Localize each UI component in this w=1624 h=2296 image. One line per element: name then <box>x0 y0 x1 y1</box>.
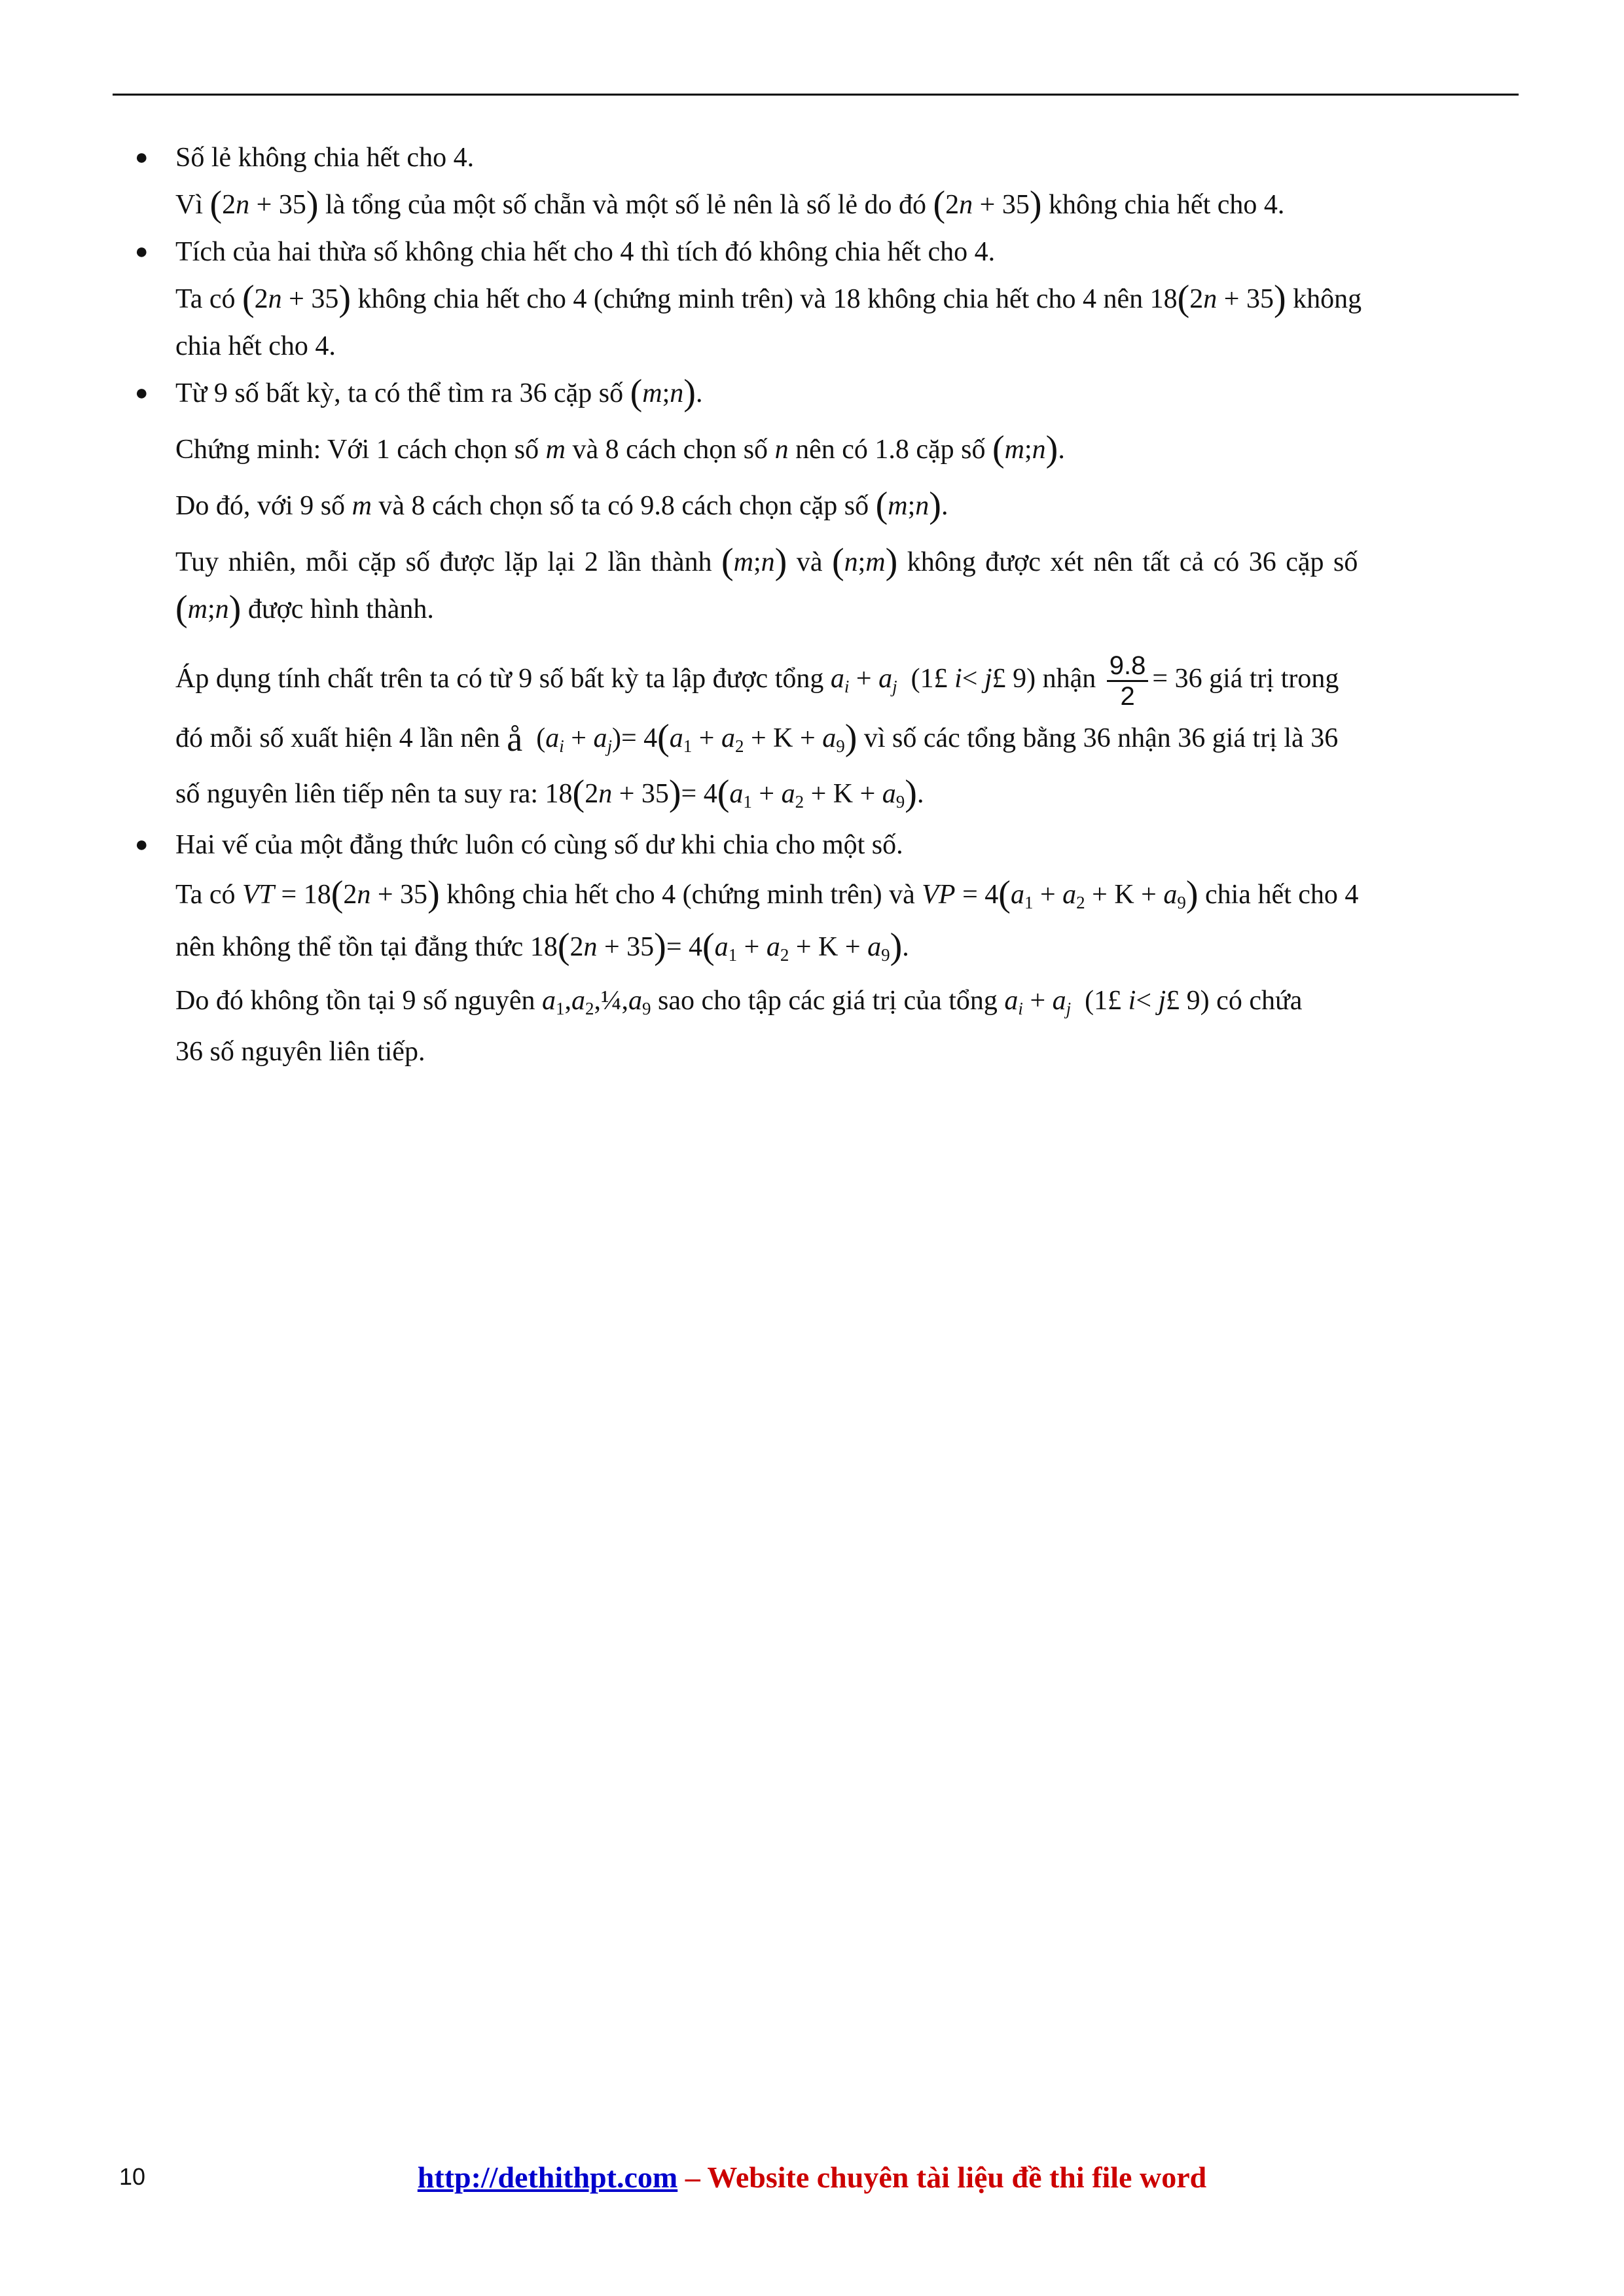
math-sub: j <box>1066 998 1072 1018</box>
math-pair-mn <box>175 588 242 629</box>
paren: ) <box>654 925 666 967</box>
math-text: + <box>793 723 823 753</box>
text: . <box>916 778 924 809</box>
math-var: j <box>1158 985 1166 1016</box>
math-var: n <box>1203 284 1218 314</box>
math-text: 18 <box>303 879 331 910</box>
math-var: a <box>721 723 735 753</box>
paren: ( <box>717 772 730 814</box>
math-text: ; <box>662 378 670 408</box>
math-sub: 9 <box>881 944 890 965</box>
math-var: a <box>1052 985 1066 1016</box>
math-pair-mn <box>630 372 696 413</box>
bullet-3-line-7 <box>175 766 1512 821</box>
document-body <box>131 134 1512 1075</box>
math-var: n <box>915 491 929 521</box>
text: . <box>1058 435 1065 465</box>
math-var: a <box>541 985 556 1016</box>
bullet-4-line-4 <box>175 1028 1512 1075</box>
paren: ) <box>306 184 319 224</box>
text: và 8 cách chọn số ta có 9.8 cách chọn cặp số <box>371 491 876 521</box>
bullet-2-title: Tích của hai thừa số không chia hết cho 4 thì tích đó không chia hết cho 4. <box>175 237 996 267</box>
text: . <box>695 378 703 408</box>
text: Chứng minh: Với 1 cách chọn số <box>175 435 546 465</box>
bullet-2-line-2: chia hết cho 4. <box>175 331 336 361</box>
math-text: + <box>804 778 833 809</box>
math-text: + <box>564 723 594 753</box>
math-text: 2 <box>1189 284 1204 314</box>
math-text: + <box>744 723 774 753</box>
bullet-3-line-4 <box>175 586 1512 633</box>
math-equation <box>530 925 903 967</box>
math-text: + <box>1022 985 1053 1016</box>
math-text: + 35 <box>289 284 339 314</box>
paren: ( <box>702 925 715 967</box>
math-text: 2 <box>254 284 268 314</box>
text: và <box>787 547 832 577</box>
paren: ) <box>1185 873 1199 914</box>
paren: ) <box>228 588 242 629</box>
bullet-item-1 <box>131 134 1512 228</box>
math-text: + <box>737 931 767 962</box>
math-var: m <box>888 491 908 521</box>
text: không <box>1286 284 1362 314</box>
header-rule <box>113 94 1519 96</box>
math-text: K <box>1114 879 1134 910</box>
math-sub: 1 <box>728 944 738 965</box>
math-pair-mn <box>875 485 941 526</box>
math-sub: 9 <box>1177 892 1186 912</box>
sum-symbol: å <box>507 719 523 759</box>
math-text: 1£ <box>920 664 955 694</box>
math-text: = <box>955 879 985 910</box>
math-text: , <box>594 985 601 1016</box>
text: không chia hết cho 4 (chứng minh trên) và <box>439 879 922 910</box>
math-text: + <box>1134 879 1164 910</box>
math-sub: 2 <box>585 998 594 1018</box>
text: Tuy nhiên, mỗi cặp số được lặp lại 2 lần thành <box>175 547 721 577</box>
paren: ( <box>630 372 643 413</box>
paren: ( <box>1177 278 1190 319</box>
fraction-denominator: 2 <box>1120 681 1135 711</box>
paren: ) <box>683 372 696 413</box>
math-var: n <box>268 284 282 314</box>
paren: ( <box>721 541 734 582</box>
math-var: VT <box>242 879 275 910</box>
math-sub: i <box>559 736 564 756</box>
math-text: + 35 <box>1223 284 1274 314</box>
paren: ) <box>844 717 857 758</box>
math-var: a <box>878 664 893 694</box>
math-sub: 2 <box>1076 892 1085 912</box>
bullet-3-title <box>175 370 1512 417</box>
paren: ) <box>905 772 917 814</box>
math-var: n <box>844 547 858 577</box>
math-text: + <box>751 778 782 809</box>
bullet-icon: ● <box>135 832 149 857</box>
math-sub: 1 <box>555 998 565 1018</box>
math-text: + <box>1085 879 1115 910</box>
math-text: 2 <box>343 879 357 910</box>
text: có chứa <box>1209 985 1303 1016</box>
math-pair-nm <box>831 541 898 582</box>
math-text: £ 9 <box>992 664 1027 694</box>
bullet-item-2 <box>131 228 1512 370</box>
math-text: = 36 <box>1152 664 1202 694</box>
math-text: + 35 <box>979 190 1030 220</box>
math-sub: 1 <box>683 736 693 756</box>
math-var: n <box>598 778 613 809</box>
paren: ) <box>1026 664 1036 694</box>
math-text: < <box>962 664 984 694</box>
math-equation <box>545 772 917 814</box>
text: Vì <box>175 190 210 220</box>
math-text: 4 <box>689 931 703 962</box>
bullet-item-4 <box>131 821 1512 1075</box>
text: Do đó không tồn tại 9 số nguyên <box>175 985 542 1016</box>
text: số nguyên liên tiếp nên ta suy ra: <box>175 778 545 809</box>
fraction <box>1107 651 1149 711</box>
math-text: 4 <box>984 879 999 910</box>
math-var: i <box>954 664 962 694</box>
math-text: + 35 <box>619 778 669 809</box>
math-text: K <box>773 723 793 753</box>
math-var: a <box>628 985 642 1016</box>
math-sub: 1 <box>1024 892 1034 912</box>
bullet-3-line-5 <box>175 647 1512 711</box>
math-text: 2 <box>222 190 236 220</box>
math-text: K <box>818 931 839 962</box>
math-var: a <box>1004 985 1019 1016</box>
math-sub: 9 <box>641 998 651 1018</box>
text: chia hết cho 4 <box>1198 879 1359 910</box>
footer-text: – Website chuyên tài liệu đề thi file word <box>677 2161 1207 2194</box>
paren: ) <box>885 541 898 582</box>
math-text: + <box>1033 879 1063 910</box>
bullet-icon: ● <box>135 240 149 264</box>
bullet-2-line-1 <box>175 276 1512 323</box>
paren: ( <box>831 541 844 582</box>
math-text: + 35 <box>377 879 428 910</box>
bullet-3-line-1 <box>175 426 1512 473</box>
math-var: n <box>1032 435 1046 465</box>
math-var: n <box>357 879 371 910</box>
math-text: 18 <box>545 778 573 809</box>
math-var: a <box>882 778 896 809</box>
paren: ( <box>175 588 188 629</box>
text: số nguyên liên tiếp. <box>203 1036 425 1067</box>
footer <box>0 2160 1624 2195</box>
math-text: = <box>621 723 644 753</box>
math-text: ; <box>208 594 215 624</box>
math-text: , <box>621 985 628 1016</box>
math-sub: i <box>1018 998 1023 1018</box>
math-var: a <box>781 778 795 809</box>
math-var: a <box>867 931 882 962</box>
math-var: n <box>583 931 598 962</box>
paren: ( <box>933 184 946 224</box>
math-sub: 9 <box>836 736 845 756</box>
paren: ) <box>668 772 681 814</box>
math-sub: 9 <box>895 791 905 812</box>
paren: ( <box>242 278 255 319</box>
math-var: n <box>236 190 250 220</box>
math-var: a <box>766 931 780 962</box>
paren: ( <box>572 772 585 814</box>
paren: ) <box>890 925 903 967</box>
text: không chia hết cho 4. <box>1041 190 1285 220</box>
math-var: m <box>352 491 372 521</box>
footer-link[interactable]: http://dethithpt.com <box>417 2161 678 2194</box>
math-var: m <box>642 378 662 408</box>
math-text: 4 <box>703 778 717 809</box>
math-var: a <box>729 778 744 809</box>
text: nên có 1.8 cặp số <box>788 435 992 465</box>
math-text: + <box>789 931 819 962</box>
math-text: 18 <box>1149 284 1178 314</box>
text: Từ 9 số bất kỳ, ta có thể tìm ra 36 cặp số <box>175 378 630 408</box>
math-var: a <box>714 931 729 962</box>
math-var: m <box>1004 435 1024 465</box>
math-var: m <box>865 547 886 577</box>
bullet-icon: ● <box>135 145 149 170</box>
text: là tổng của một số chẵn và một số lẻ nên là số lẻ do đó <box>318 190 933 220</box>
math-text: ; <box>907 491 916 521</box>
paren: ) <box>611 723 621 753</box>
math-text: ; <box>753 547 761 577</box>
math-2n-35 <box>933 184 1042 224</box>
bullet-4-title: Hai vế của một đẳng thức luôn có cùng số dư khi chia cho một số. <box>175 829 903 860</box>
math-text: ¼ <box>600 985 622 1016</box>
text: Do đó, với 9 số <box>175 491 352 521</box>
math-pair-mn <box>721 541 787 582</box>
bullet-3-line-6 <box>175 711 1512 766</box>
math-var: a <box>669 723 683 753</box>
paren: ( <box>1085 985 1094 1016</box>
math-var: n <box>959 190 973 220</box>
paren: ( <box>557 925 570 967</box>
text: Ta có <box>175 284 243 314</box>
paren: ( <box>536 723 546 753</box>
paren: ) <box>1273 278 1286 319</box>
math-text: 1£ <box>1094 985 1128 1016</box>
text: được hình thành. <box>241 594 434 624</box>
paren: ( <box>992 429 1005 469</box>
bullet-3-line-3 <box>175 539 1512 586</box>
math-var: i <box>1128 985 1136 1016</box>
paren: ) <box>338 278 352 319</box>
text: không được xét nên tất cả có 36 cặp số <box>897 547 1358 577</box>
paren: ) <box>1045 429 1058 469</box>
math-text: K <box>833 778 854 809</box>
math-2n-35 <box>209 184 319 224</box>
math-var: a <box>1163 879 1178 910</box>
math-text: 2 <box>945 190 960 220</box>
text: nên không thể tồn tại đẳng thức <box>175 931 530 962</box>
math-sub: i <box>844 677 850 696</box>
math-sub: 2 <box>795 791 804 812</box>
text: sao cho tập các giá trị của tổng <box>651 985 1005 1016</box>
bullet-item-3 <box>131 370 1512 821</box>
paren: ) <box>427 873 440 914</box>
paren: ( <box>331 873 344 914</box>
math-18-2n-35 <box>1149 278 1286 319</box>
math-text: + <box>692 723 721 753</box>
bullet-4-line-1 <box>175 869 1512 921</box>
paren: ( <box>998 873 1011 914</box>
math-sub: 2 <box>734 736 744 756</box>
math-text: + <box>853 778 882 809</box>
fraction-numerator: 9.8 <box>1107 651 1149 682</box>
bullet-icon: ● <box>135 381 149 405</box>
math-sum-expression <box>536 717 857 758</box>
text: . <box>902 931 909 962</box>
text: và 8 cách chọn số <box>566 435 775 465</box>
text: vì số các tổng bằng 36 nhận 36 giá trị là 36 <box>857 723 1339 753</box>
math-text: + 35 <box>604 931 655 962</box>
math-var: a <box>571 985 585 1016</box>
paren: ( <box>657 717 670 758</box>
text: Ta có <box>175 879 243 910</box>
paren: ( <box>209 184 223 224</box>
bullet-1-title: Số lẻ không chia hết cho 4. <box>175 143 475 173</box>
math-var: m <box>733 547 753 577</box>
math-var: a <box>830 664 844 694</box>
math-text: + <box>849 664 879 694</box>
text: . <box>941 491 948 521</box>
math-text: 36 <box>175 1036 203 1067</box>
bullet-4-line-3 <box>175 973 1512 1028</box>
math-sub: j <box>892 677 897 696</box>
paren: ) <box>929 485 941 526</box>
math-var: a <box>1010 879 1024 910</box>
math-var: n <box>215 594 229 624</box>
math-text: 18 <box>530 931 558 962</box>
bullet-1-line <box>175 181 1512 228</box>
bullet-3-line-2 <box>175 482 1512 529</box>
page-number: 10 <box>119 2163 146 2190</box>
math-var: a <box>593 723 607 753</box>
math-sub: 1 <box>743 791 752 812</box>
math-var: a <box>822 723 837 753</box>
math-text: = <box>681 778 704 809</box>
math-var: n <box>670 378 684 408</box>
math-sub: j <box>607 736 612 756</box>
paren: ( <box>911 664 920 694</box>
math-var: a <box>545 723 560 753</box>
text: nhận <box>1036 664 1103 694</box>
math-text: = <box>274 879 304 910</box>
math-text: = <box>666 931 689 962</box>
math-2n-35 <box>242 278 352 319</box>
math-var: j <box>984 664 992 694</box>
math-text: 2 <box>569 931 584 962</box>
math-var: a <box>1062 879 1077 910</box>
text: Áp dụng tính chất trên ta có từ 9 số bất kỳ ta lập được tổng <box>175 664 831 694</box>
math-text: , <box>564 985 571 1016</box>
math-text: 4 <box>643 723 658 753</box>
math-var: n <box>761 547 775 577</box>
math-pair-mn <box>992 429 1058 469</box>
math-text: £ 9 <box>1166 985 1200 1016</box>
math-text: + 35 <box>256 190 306 220</box>
math-text: ; <box>857 547 866 577</box>
math-var: VP <box>922 879 956 910</box>
math-var: n <box>774 435 789 465</box>
math-var: m <box>187 594 208 624</box>
paren: ) <box>774 541 787 582</box>
bullet-4-line-2 <box>175 921 1512 973</box>
text: không chia hết cho 4 (chứng minh trên) và 18 không chia hết cho 4 nên <box>351 284 1150 314</box>
paren: ) <box>1029 184 1042 224</box>
math-text: < <box>1136 985 1159 1016</box>
math-sub: 2 <box>780 944 789 965</box>
paren: ) <box>1200 985 1210 1016</box>
paren: ( <box>875 485 888 526</box>
text: đó mỗi số xuất hiện 4 lần nên <box>175 723 507 753</box>
math-text: 2 <box>585 778 599 809</box>
text: giá trị trong <box>1202 664 1339 694</box>
math-var: m <box>545 435 566 465</box>
math-text: + <box>838 931 868 962</box>
math-text: ; <box>1024 435 1032 465</box>
